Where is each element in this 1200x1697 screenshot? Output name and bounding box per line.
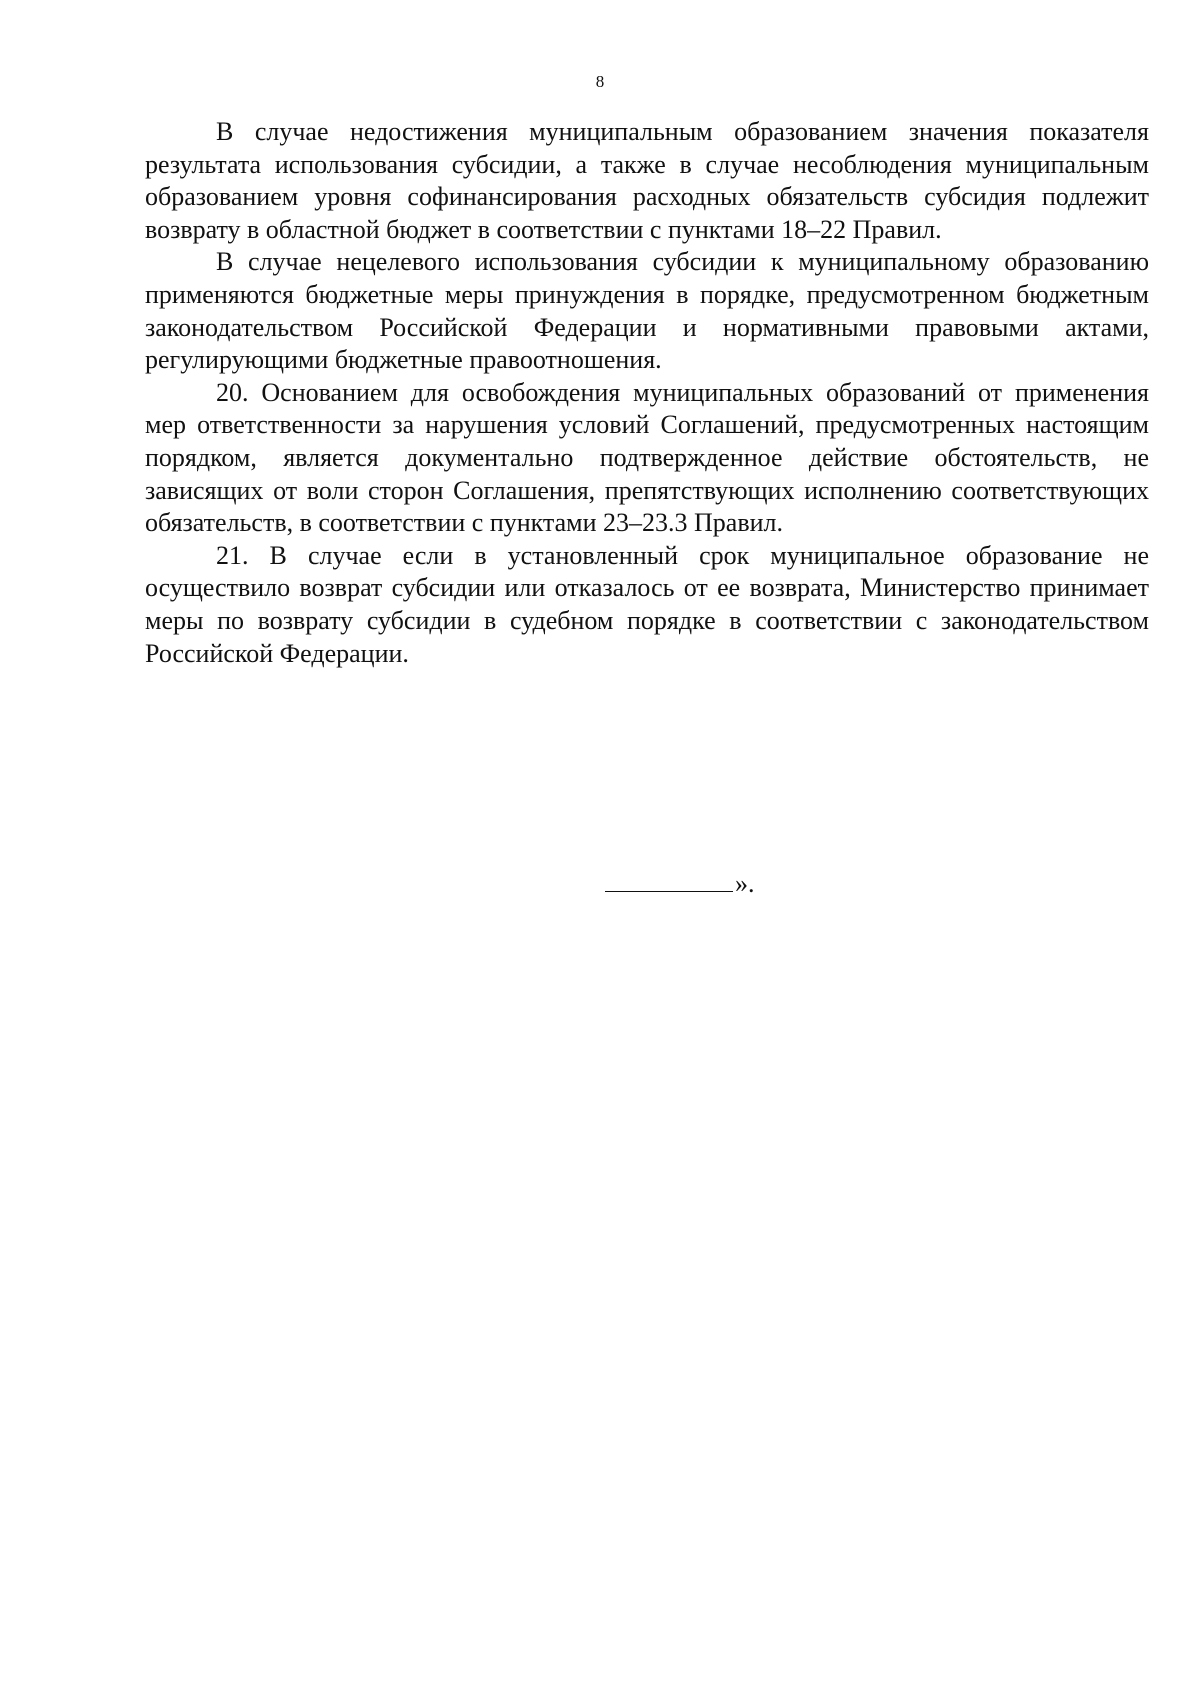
paragraph-21-court-recovery: 21. В случае если в установленный срок муниципальное образование не осуществило возврат субсидии или отказалось от ее возврата, Министерство принимает меры по возврату субсидии в судебном порядке в соответствии с законодательством Российской Федерации. [145, 540, 1149, 668]
closing-underline [605, 867, 733, 892]
paragraph-misuse-measures: В случае нецелевого использования субсидии к муниципальному образованию применяются бюджетные меры принуждения в порядке, предусмотренном бюджетным законодательством Российской Федерации и нормативными правовыми актами, регулирующими бюджетные правоотношения. [145, 247, 1149, 375]
closing-mark [605, 867, 755, 900]
paragraph-return-subsidy: В случае недостижения муниципальным образованием значения показателя результата использования субсидии, а также в случае несоблюдения муниципальным образованием уровня софинансирования расходных обязательств субсидия подлежит возврату в областной бюджет в соответствии с пунктами 18–22 Правил. [145, 117, 1149, 244]
document-body [145, 116, 1149, 670]
page-number: 8 [595, 72, 605, 91]
closing-quote: ». [735, 869, 755, 898]
paragraph-20-exemption: 20. Основанием для освобождения муниципальных образований от применения мер ответственности за нарушения условий Соглашений, предусмотренных настоящим порядком, является документально подтвержденное действие обстоятельств, не зависящих от воли сторон Соглашения, препятствующих исполнению соответствующих обязательств, в соответствии с пунктами 23–23.3 Правил. [145, 377, 1149, 538]
